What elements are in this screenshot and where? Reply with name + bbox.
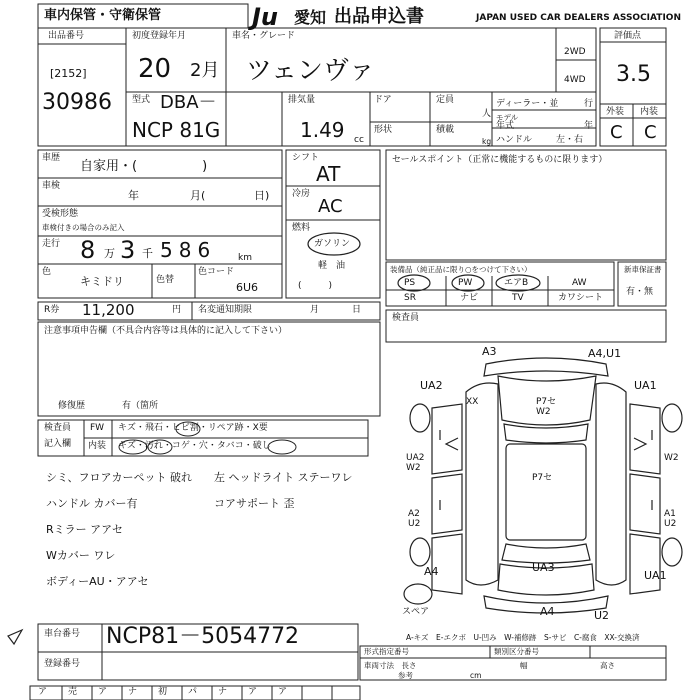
note-line-3: Rミラー アアセ [46, 523, 124, 536]
strip-cell-6: パ [188, 687, 198, 697]
first-registration-year: 20 [138, 54, 172, 84]
capacity-label: 定員 [436, 95, 455, 105]
displacement-value: 1.49 [300, 118, 345, 142]
exterior-label: 外装 [606, 107, 625, 117]
chassis-label: 車台番号 [44, 629, 81, 639]
mileage-man: 8 [80, 236, 96, 264]
fw-label: FW [90, 423, 105, 433]
recycle-unit: 円 [172, 305, 182, 315]
car-name-value: ツェンヴァ [246, 56, 375, 86]
fuel-gasoline: ガソリン [314, 239, 351, 249]
lot-bracket-number: [2152] [50, 67, 87, 80]
load-label: 積載 [436, 125, 455, 135]
damage-legend: A-キズ E-エクボ U-凹み W-補修跡 S-サビ C-腐食 XX-交換済 [406, 633, 640, 642]
mark-w2-right: W2 [664, 453, 679, 463]
mark-a2-left: A2 U2 [408, 509, 421, 529]
tax-notice-month: 月 [310, 305, 320, 315]
interior-check-label: 内装 [88, 441, 107, 451]
dealer-label: ディーラー・並 [496, 99, 559, 109]
model-year-label: モデル [496, 113, 519, 122]
mark-a4u1-top: A4,U1 [588, 347, 622, 360]
equip-leather: カワシート [558, 293, 604, 303]
dealer-suffix: 行 [584, 99, 594, 109]
exterior-value: C [610, 122, 623, 143]
mark-p7e-mid: P7セ [532, 473, 553, 483]
tax-notice-label: 名変通知期限 [198, 305, 253, 315]
displacement-unit: cc [354, 135, 364, 145]
color-code-value: 6U6 [236, 281, 259, 294]
logo-aichi: 愛知 [294, 8, 327, 27]
year-unit: 年 [584, 121, 594, 131]
model-prefix: DBA－ [160, 92, 217, 113]
doors-label: ドア [374, 95, 392, 105]
aircon-label: 冷房 [292, 189, 311, 199]
note-right-2: コアサポート 歪 [214, 497, 295, 510]
equip-aw: AW [572, 278, 587, 288]
strip-cell-3: ア [98, 687, 108, 697]
note-line-4: Wカバー ワレ [46, 549, 116, 562]
mark-ua3: UA3 [532, 561, 555, 574]
equip-navi: ナビ [460, 293, 479, 303]
recycle-label: R券 [44, 305, 60, 315]
strip-cell-7: ナ [218, 687, 228, 697]
year-label: 年式 [496, 121, 515, 131]
grade-label: 評価点 [614, 31, 642, 41]
warranty-label: 新車保証書 [624, 265, 662, 274]
color-label: 色 [42, 267, 52, 277]
history-value: 自家用・( ) [80, 159, 208, 174]
mileage-label: 走行 [42, 239, 61, 249]
repair-label: 修復歴 [58, 401, 86, 411]
receipt-note: 車検付きの場合のみ記入 [42, 223, 125, 232]
dimension-cm: cm [470, 671, 482, 680]
strip-cell-9: ア [278, 687, 288, 697]
interior-check-items: キズ・汚れ・コゲ・穴・タバコ・破し [118, 441, 271, 451]
dimension-height: 高さ [600, 661, 615, 670]
sales-point-label: セールスポイント（正常に機能するものに限ります） [392, 155, 608, 165]
fw-items: キズ・飛石・ヒビ割・リペア跡・X要 [118, 423, 268, 433]
grade-value: 3.5 [616, 62, 651, 87]
model-label: 型式 [132, 95, 151, 105]
equip-tv: TV [512, 293, 524, 303]
fuel-other: ( ) [298, 281, 333, 291]
drive-2wd: 2WD [564, 47, 586, 57]
mileage-unit: km [238, 253, 252, 263]
lot-label: 出品番号 [48, 31, 85, 41]
dimension-width: 幅 [520, 661, 528, 670]
equip-pw: PW [458, 278, 473, 288]
drive-4wd: 4WD [564, 75, 586, 85]
pen-mark [8, 630, 22, 644]
note-line-1: シミ、フロアカーペット 破れ [46, 471, 192, 484]
strip-cell-4: ナ [128, 687, 138, 697]
mark-ua1-right: UA1 [634, 379, 657, 392]
dimension-ref: 参考 [398, 671, 413, 680]
shift-value: AT [316, 162, 341, 186]
mileage-rest: 586 [160, 238, 217, 262]
note-right-1: 左 ヘッドライト ステーワレ [214, 471, 353, 484]
note-line-5: ボディーAU・アアセ [46, 575, 149, 588]
mark-xx: XX [466, 397, 479, 407]
form-title: 出品申込書 [334, 6, 424, 27]
type-number-label: 形式指定番号 [364, 647, 409, 656]
equipment-label: 装備品（純正品に限り○をつけて下さい） [390, 265, 532, 274]
shaken-month: 月( [190, 189, 206, 202]
displacement-label: 排気量 [288, 95, 316, 105]
inspector-box-label: 検査員 [392, 313, 420, 323]
inspector-label-2: 記入欄 [44, 439, 72, 449]
strip-cell-5: 初 [158, 687, 168, 697]
strip-cell-2: 売 [68, 687, 78, 697]
mark-spare: スペア [402, 607, 430, 617]
class-number-label: 類別区分番号 [494, 647, 539, 656]
history-label: 車歴 [42, 153, 61, 163]
car-name-label: 車名・グレード [232, 31, 296, 41]
mark-a3-top: A3 [482, 345, 497, 358]
mark-p7e-w2: P7セ W2 [536, 397, 557, 417]
model-value: NCP 81G [132, 118, 221, 142]
association-name: JAPAN USED CAR DEALERS ASSOCIATION [476, 13, 681, 23]
shaken-label: 車検 [42, 181, 61, 191]
mark-a1-right: A1 U2 [664, 509, 677, 529]
tax-notice-day: 日 [352, 305, 362, 315]
interior-label: 内装 [640, 107, 659, 117]
handle-value: 左・右 [556, 135, 584, 145]
recycle-value: 11,200 [82, 301, 135, 319]
warranty-value: 有・無 [626, 287, 654, 297]
interior-value: C [644, 122, 657, 143]
mileage-sen: 3 [120, 236, 136, 264]
strip-cell-8: ア [248, 687, 258, 697]
color-value: キミドリ [80, 275, 124, 288]
shaken-day: 日) [254, 189, 270, 202]
color-change-label: 色替 [156, 275, 175, 285]
equip-sr: SR [404, 293, 416, 303]
person-unit: 人 [482, 109, 492, 119]
equip-ps: PS [404, 278, 416, 288]
mark-ua2-left: UA2 [420, 379, 443, 392]
mileage-sen-unit: 千 [142, 247, 153, 260]
shape-label: 形状 [374, 125, 393, 135]
mark-a4-bottom: A4 [540, 605, 555, 618]
shift-label: シフト [292, 153, 320, 163]
kg-unit: kg [482, 137, 492, 146]
aircon-value: AC [318, 196, 343, 217]
storage-label: 車内保管・守衛保管 [44, 8, 162, 23]
fuel-label: 燃料 [292, 223, 311, 233]
first-registration-month: 2月 [190, 60, 220, 81]
shaken-year: 年 [128, 189, 139, 202]
mileage-man-unit: 万 [104, 247, 115, 260]
mark-a4-left: A4 [424, 565, 439, 578]
mark-u2-bottom: U2 [594, 609, 610, 622]
receipt-label: 受検形態 [42, 209, 79, 219]
note-line-2: ハンドル カバー有 [46, 497, 138, 510]
mark-ua2-w2: UA2 W2 [406, 453, 425, 473]
strip-cell-1: ア [38, 687, 48, 697]
lot-number: 30986 [42, 90, 112, 115]
registration-label: 登録番号 [44, 659, 81, 669]
mark-ua1-bottom: UA1 [644, 569, 667, 582]
handle-label: ハンドル [496, 135, 533, 145]
equip-airbag: エアB [504, 278, 529, 288]
notes-label: 注意事項申告欄（不具合内容等は具体的に記入して下さい） [44, 326, 288, 336]
color-code-label: 色コード [198, 267, 235, 277]
first-registration-label: 初度登録年月 [132, 31, 187, 41]
logo-ju: Ju [252, 3, 279, 31]
dimension-length: 車両寸法 長さ [364, 661, 417, 670]
inspector-label: 検査員 [44, 423, 72, 433]
chassis-value: NCP81－5054772 [106, 624, 300, 649]
repair-value: 有（箇所 [122, 401, 159, 411]
fuel-diesel: 軽 油 [318, 261, 346, 271]
